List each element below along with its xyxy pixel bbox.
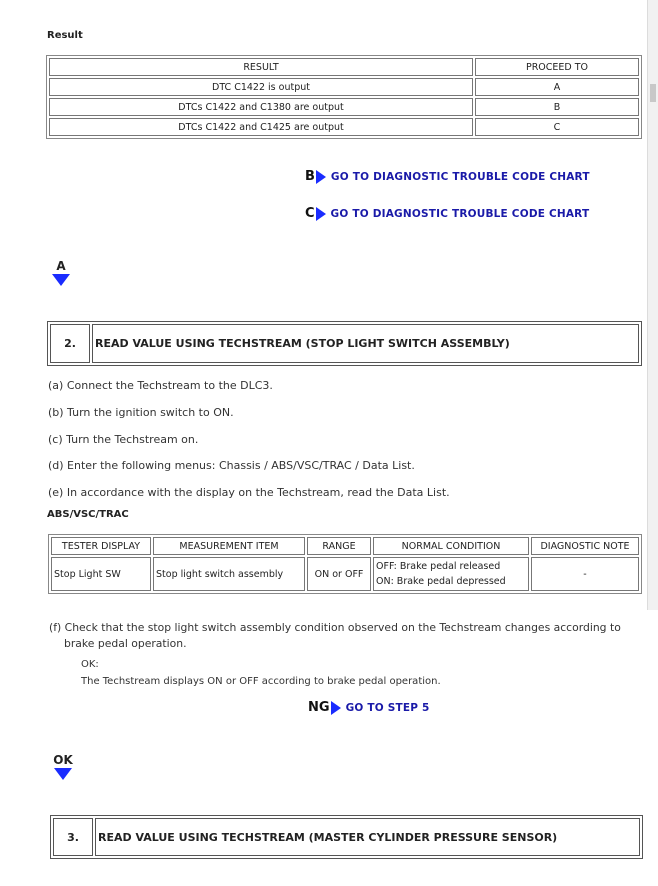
instruction-f-line2: brake pedal operation.: [64, 637, 187, 650]
step-3-title: READ VALUE USING TECHSTREAM (MASTER CYLINDER PRESSURE SENSOR): [95, 818, 640, 856]
instruction-e: (e) In accordance with the display on the Techstream, read the Data List.: [48, 486, 450, 499]
link-c-text[interactable]: GO TO DIAGNOSTIC TROUBLE CODE CHART: [330, 207, 590, 220]
ok-label: OK:: [81, 659, 99, 670]
proceed-cell: B: [475, 98, 639, 116]
normal-condition-cell: [373, 557, 529, 591]
result-heading: Result: [47, 30, 83, 41]
instruction-b: (b) Turn the ignition switch to ON.: [48, 406, 234, 419]
step-3-number: 3.: [53, 818, 93, 856]
range-header: RANGE: [307, 537, 371, 555]
table-row: [49, 118, 639, 136]
link-b-letter: B: [305, 169, 315, 184]
normal-condition-header: NORMAL CONDITION: [373, 537, 529, 555]
data-list-heading: ABS/VSC/TRAC: [47, 509, 129, 520]
arrow-right-icon: [316, 207, 326, 221]
normal-condition-on: ON: Brake pedal depressed: [376, 576, 506, 587]
measurement-item-cell: Stop light switch assembly: [153, 557, 305, 591]
result-header: RESULT: [49, 58, 473, 76]
instruction-f-line1: (f) Check that the stop light switch assembly condition observed on the Techstream changes according to: [49, 621, 621, 634]
ok-criteria: The Techstream displays ON or OFF according to brake pedal operation.: [81, 676, 441, 687]
arrow-down-icon: [52, 274, 70, 286]
link-ng[interactable]: [308, 700, 429, 715]
link-b[interactable]: [305, 169, 590, 184]
result-table: [46, 55, 642, 139]
tester-display-header: TESTER DISPLAY: [51, 537, 151, 555]
link-b-text[interactable]: GO TO DIAGNOSTIC TROUBLE CODE CHART: [330, 170, 590, 183]
measurement-item-header: MEASUREMENT ITEM: [153, 537, 305, 555]
scrollbar-thumb[interactable]: [650, 84, 656, 102]
proceed-ok-indicator: [50, 753, 76, 780]
result-cell: DTC C1422 is output: [49, 78, 473, 96]
link-c[interactable]: [305, 206, 589, 221]
arrow-right-icon: [316, 170, 326, 184]
step-2-header: [47, 321, 642, 366]
table-row: [49, 98, 639, 116]
step-2-title: READ VALUE USING TECHSTREAM (STOP LIGHT SWITCH ASSEMBLY): [92, 324, 639, 363]
table-row: [49, 78, 639, 96]
instruction-d: (d) Enter the following menus: Chassis / ABS/VSC/TRAC / Data List.: [48, 459, 415, 472]
arrow-down-icon: [54, 768, 72, 780]
step-2-number: 2.: [50, 324, 90, 363]
table-header-row: [51, 537, 639, 555]
result-cell: DTCs C1422 and C1425 are output: [49, 118, 473, 136]
instruction-a: (a) Connect the Techstream to the DLC3.: [48, 379, 273, 392]
proceed-a-indicator: [51, 259, 71, 286]
proceed-cell: C: [475, 118, 639, 136]
tester-display-cell: Stop Light SW: [51, 557, 151, 591]
link-ng-text[interactable]: GO TO STEP 5: [345, 701, 430, 714]
instruction-c: (c) Turn the Techstream on.: [48, 433, 199, 446]
proceed-to-header: PROCEED TO: [475, 58, 639, 76]
diagnostic-note-header: DIAGNOSTIC NOTE: [531, 537, 639, 555]
range-cell: ON or OFF: [307, 557, 371, 591]
proceed-a-label: A: [56, 259, 66, 273]
proceed-cell: A: [475, 78, 639, 96]
table-row: [51, 557, 639, 591]
link-ng-letter: NG: [308, 700, 330, 715]
diagnostic-note-cell: -: [531, 557, 639, 591]
step-3-header: [50, 815, 643, 859]
result-cell: DTCs C1422 and C1380 are output: [49, 98, 473, 116]
scrollbar[interactable]: [647, 0, 658, 610]
normal-condition-off: OFF: Brake pedal released: [376, 561, 501, 572]
link-c-letter: C: [305, 206, 315, 221]
table-header-row: [49, 58, 639, 76]
proceed-ok-label: OK: [53, 753, 73, 767]
arrow-right-icon: [331, 701, 341, 715]
data-list-table: [48, 534, 642, 594]
